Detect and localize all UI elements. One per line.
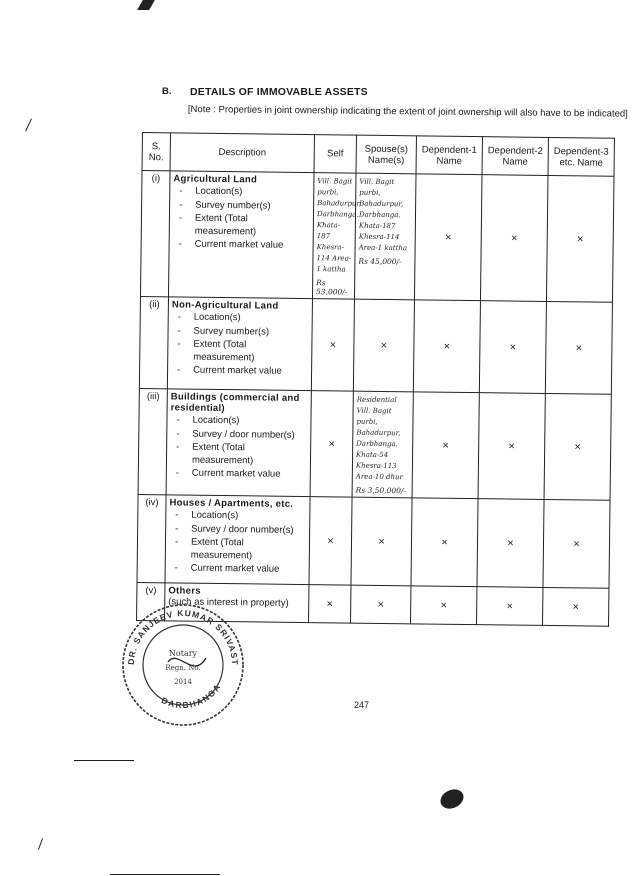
row-description: Agricultural Land - Location(s) - Survey number(s) - Extent (Total measurement) - Current market value (168, 171, 314, 299)
row-item: Current market value (193, 364, 282, 377)
row-spouse: × (351, 585, 411, 624)
row-item: Current market value (191, 467, 281, 480)
row-self: × (311, 299, 354, 392)
row-dependent-1: × (412, 392, 479, 499)
row-description: Buildings (commercial and residential) - Location(s) - Survey / door number(s) - Extent (Total measurement) - Current market value (166, 389, 311, 497)
row-item: Location(s) (195, 185, 243, 198)
row-dependent-2: × (477, 587, 543, 626)
stamp-ring-text: DR. SANJEEV KUMAR SRIVAST (125, 607, 241, 666)
row-dependent-2: × (477, 499, 544, 588)
row-dependent-3: × (543, 587, 609, 626)
row-item: Location(s) (192, 414, 240, 427)
row-sno: (iv) (137, 494, 166, 582)
row-self: × (309, 497, 352, 586)
table-row (140, 171, 614, 303)
scan-mark-left (25, 118, 32, 131)
row-item: (such as interest in property) (168, 596, 289, 609)
row-sno: (iii) (138, 388, 167, 494)
row-dependent-1: × (411, 586, 477, 625)
row-dependent-1: × (414, 174, 482, 301)
row-spouse (354, 173, 416, 300)
row-item: Extent (Total measurement) (194, 212, 257, 237)
row-dependent-2: × (479, 301, 546, 394)
header-spouse: Spouse(s) Name(s) (356, 135, 416, 174)
row-self (312, 173, 362, 300)
handwritten-spouse-value: Rs 3,50,000/- (355, 485, 407, 496)
row-sno: (i) (140, 171, 170, 297)
row-dependent-3: × (543, 499, 610, 588)
stamp-center-line-1: Notary (168, 649, 198, 658)
handwritten-spouse-value: Rs 45,000/- (358, 256, 402, 267)
row-self: × (310, 391, 353, 498)
row-item: Survey / door number(s) (192, 428, 295, 441)
notary-stamp-icon (118, 600, 248, 730)
scan-line-bottom (110, 874, 220, 875)
header-description: Description (170, 133, 314, 173)
row-item: Survey number(s) (195, 199, 271, 212)
header-dependent-2: Dependent-2 Name (482, 137, 548, 176)
row-spouse: × (353, 299, 414, 392)
row-dependent-2: × (478, 393, 545, 500)
table-row (137, 494, 610, 588)
stamp-center-line-3: 2014 (174, 678, 192, 686)
row-item: Survey / door number(s) (191, 523, 294, 536)
header-dependent-3: Dependent-3 etc. Name (548, 137, 614, 176)
section-note: [Note : Properties in joint ownership indicating the extent of joint ownership will also have to be indicated] (187, 104, 628, 120)
row-dependent-3: × (546, 175, 614, 302)
row-category: Agricultural Land (173, 173, 258, 186)
stamp-center-line-2: Regn. No. (165, 664, 201, 672)
scan-mark-bottom-left (38, 838, 43, 850)
assets-table (136, 132, 613, 613)
row-dependent-1: × (411, 498, 478, 587)
row-category: Others (168, 585, 201, 597)
header-dependent-1: Dependent-1 Name (416, 136, 482, 175)
handwritten-spouse-details: Residential Vill. Bagit purbi, Bahadurpur, Darbhanga. Khata-54 Khesra-113 Area-10 dhur (355, 395, 403, 482)
section-title: DETAILS OF IMMOVABLE ASSETS (190, 86, 368, 98)
row-item: Extent (Total measurement) (190, 536, 253, 561)
row-item: Extent (Total measurement) (193, 338, 255, 363)
scan-line-bottom-left (74, 760, 134, 761)
row-item: Location(s) (191, 509, 239, 522)
row-spouse: × (351, 497, 412, 586)
row-spouse (352, 391, 413, 498)
table-row (139, 296, 612, 394)
row-dependent-3: × (545, 301, 612, 394)
row-dependent-2: × (480, 175, 548, 302)
row-sno: (v) (137, 582, 165, 620)
table-row (138, 388, 611, 500)
header-self: Self (314, 135, 356, 174)
page-number: 247 (354, 700, 370, 710)
stamp-bottom-text: DARBHANGA (159, 681, 224, 711)
stamp-graphic (118, 600, 248, 730)
section-label: B. (162, 86, 172, 97)
row-item: Location(s) (193, 311, 241, 324)
row-category: Non-Agricultural Land (171, 299, 279, 312)
handwritten-self-details: Vill. Bagit purbi, Bahadurpur, Darbhanga. Khata-187 Khesra-114 Area-1 kattha (316, 177, 362, 274)
scan-blot (437, 786, 466, 812)
row-item: Current market value (190, 562, 280, 575)
handwritten-self-value: Rs 53,000/- (316, 278, 348, 297)
row-item: Survey number(s) (193, 325, 270, 338)
header-sno: S. No. (142, 133, 170, 171)
row-self: × (309, 585, 351, 624)
handwritten-spouse-details: Vill. Bagit purbi, Bahadurpur, Darbhanga. Khata-187 Khesra-114 Area-1 kattha (358, 177, 408, 253)
row-category: Buildings (commercial and residential) (170, 391, 300, 415)
row-category: Houses / Apartments, etc. (169, 497, 294, 510)
row-dependent-1: × (413, 300, 480, 393)
row-description: Houses / Apartments, etc. - Location(s) - Survey / door number(s) - Extent (Total measurement) - Current market value (165, 495, 310, 585)
row-item: Extent (Total measurement) (191, 441, 254, 466)
scan-mark-top (137, 0, 155, 10)
row-description: Non-Agricultural Land - Location(s) - Survey number(s) - Extent (Total measurement) - Current market value (167, 297, 312, 391)
row-dependent-3: × (544, 393, 611, 500)
row-sno: (ii) (139, 296, 168, 388)
row-item: Current market value (194, 238, 284, 251)
